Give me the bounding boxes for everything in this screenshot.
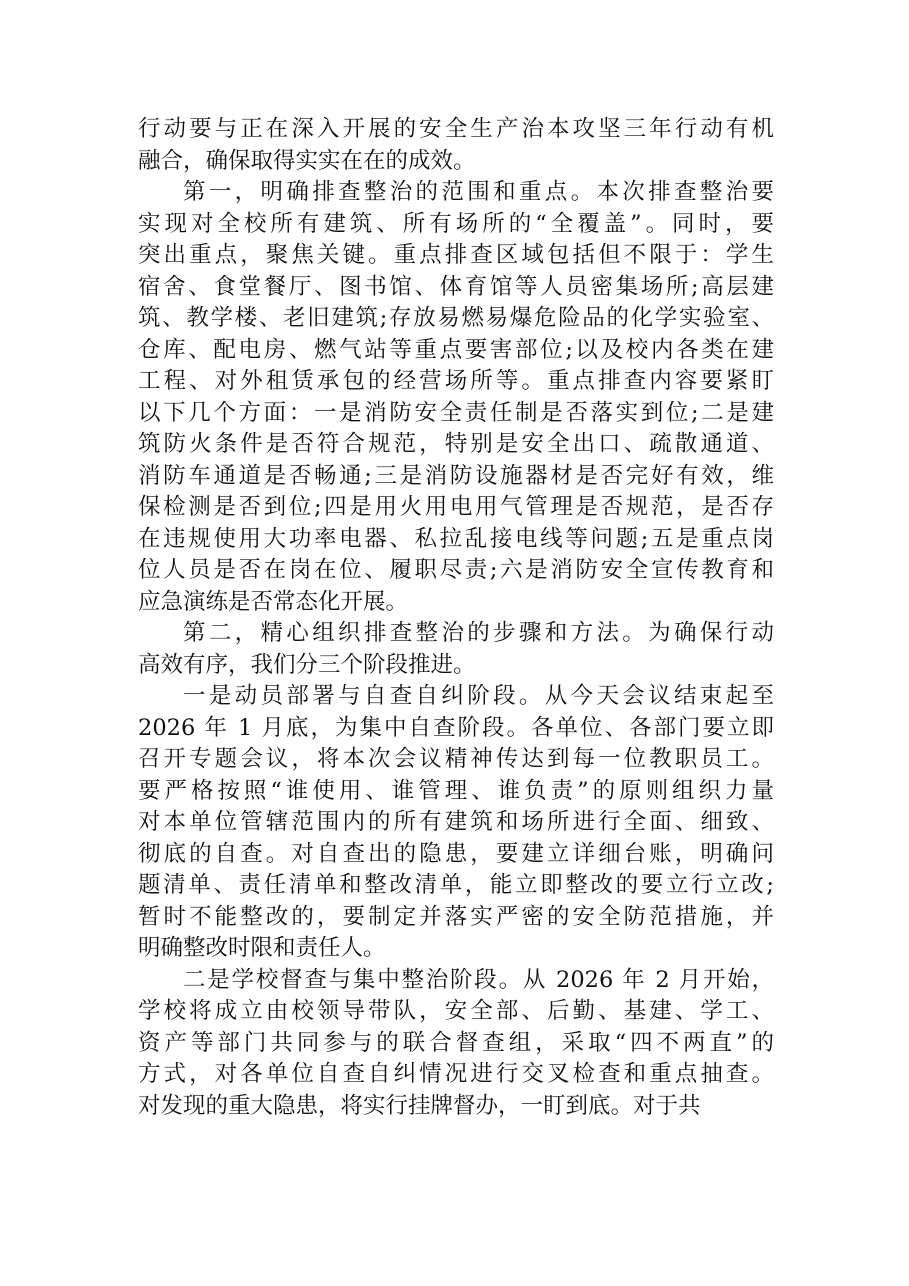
text-line: 应急演练是否常态化开展。 [138,588,409,615]
text-line: 方式，对各单位自查自纠情况进行交叉检查和重点抽查。 [138,1061,774,1087]
text-line: 学校将成立由校领导带队，安全部、后勤、基建、学工、 [138,998,774,1024]
text-line: 题清单、责任清单和整改清单，能立即整改的要立行立改; [138,872,774,898]
text-line: 一是动员部署与自查自纠阶段。从今天会议结束起至 [183,683,774,709]
paragraph [138,618,774,681]
text-line: 高效有序，我们分三个阶段推进。 [138,651,476,678]
text-line: 要严格按照“谁使用、谁管理、谁负责”的原则组织力量 [138,777,774,804]
text-line: 宿舍、食堂餐厅、图书馆、体育馆等人员密集场所;高层建 [138,273,774,300]
text-line: 工程、对外租赁承包的经营场所等。重点排查内容要紧盯 [138,368,774,394]
text-line: 暂时不能整改的，要制定并落实严密的安全防范措施，并 [138,903,774,930]
paragraph [138,681,774,965]
text-line: 二是学校督查与集中整治阶段。从 2026 年 2 月开始， [183,966,774,993]
text-line: 第二，精心组织排查整治的步骤和方法。为确保行动 [183,620,774,646]
text-line: 在违规使用大功率电器、私拉乱接电线等问题;五是重点岗 [138,525,774,552]
text-line: 明确整改时限和责任人。 [138,935,386,961]
text-line: 行动要与正在深入开展的安全生产治本攻坚三年行动有机 [138,116,774,142]
text-line: 召开专题会议，将本次会议精神传达到每一位教职员工。 [138,746,774,772]
paragraph [138,114,774,177]
text-line: 筑防火条件是否符合规范，特别是安全出口、疏散通道、 [138,431,774,457]
text-line: 资产等部门共同参与的联合督查组，采取“四不两直”的 [138,1029,774,1056]
text-line: 彻底的自查。对自查出的隐患，要建立详细台账，明确问 [138,840,774,867]
text-line: 2026 年 1 月底，为集中自查阶段。各单位、各部门要立即 [138,714,774,741]
document-body [138,114,774,1122]
text-line: 对本单位管辖范围内的所有建筑和场所进行全面、细致、 [138,809,774,835]
text-line: 仓库、配电房、燃气站等重点要害部位;以及校内各类在建 [138,336,774,363]
text-line: 突出重点，聚焦关键。重点排查区域包括但不限于：学生 [138,242,774,268]
text-line: 位人员是否在岗在位、履职尽责;六是消防安全宣传教育和 [138,557,774,583]
text-line: 实现对全校所有建筑、所有场所的“全覆盖”。同时，要 [138,210,774,237]
text-line: 消防车通道是否畅通;三是消防设施器材是否完好有效，维 [138,462,774,489]
paragraph [138,177,774,618]
text-line: 保检测是否到位;四是用火用电用气管理是否规范，是否存 [138,494,774,520]
text-line: 以下几个方面：一是消防安全责任制是否落实到位;二是建 [138,399,774,426]
text-line: 融合，确保取得实实在在的成效。 [138,147,476,174]
text-line: 第一，明确排查整治的范围和重点。本次排查整治要 [183,179,774,205]
text-line: 筑、教学楼、老旧建筑;存放易燃易爆危险品的化学实验室、 [138,305,774,331]
paragraph [138,965,774,1123]
text-line: 对发现的重大隐患，将实行挂牌督办，一盯到底。对于共 [138,1092,701,1119]
